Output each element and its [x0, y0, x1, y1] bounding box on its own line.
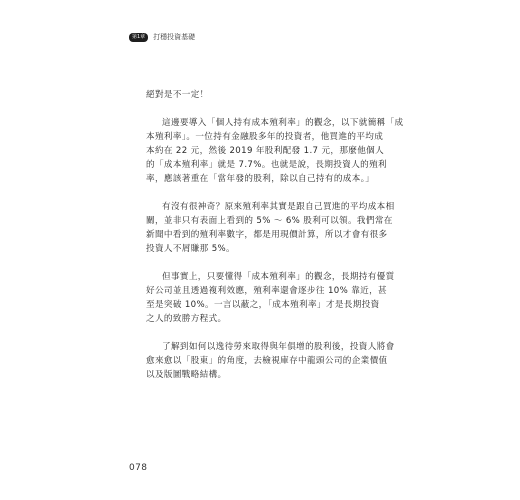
text-line: 本約在 22 元，然後 2019 年股利配發 1.7 元，那麼他個人: [146, 146, 385, 156]
text-line: 關，並非只有表面上看到的 5% ～ 6% 股利可以領。我們常在: [146, 216, 393, 226]
chapter-title: 打穩投資基礎: [153, 33, 196, 41]
text-line: 至是突破 10%。一言以蔽之，「成本殖利率」才是長期投資: [146, 300, 380, 310]
text-line: 有沒有很神奇？原來殖利率其實是跟自己買進的平均成本相: [162, 202, 395, 212]
text-line: 投資人不屑賺那 5%。: [146, 244, 235, 254]
text-line: 好公司並且透過複利效應，殖利率還會逐步往 10% 靠近，甚: [146, 286, 387, 296]
page-number: 078: [129, 463, 148, 473]
text-line: 愈來愈以「股東」的角度，去檢視庫存中龍頭公司的企業價值: [146, 356, 388, 366]
paragraph-4: [146, 270, 395, 326]
text-line: 以及版圖戰略結構。: [146, 370, 227, 380]
paragraph-5: [146, 340, 395, 382]
text-line: 了解到如何以逸待勞來取得與年俱增的股利後，投資人將會: [162, 342, 395, 352]
paragraph-3: [146, 200, 395, 256]
body-text: [146, 88, 404, 396]
paragraph-2: [146, 116, 404, 186]
text-line: 新聞中看到的殖利率數字，都是用現價計算，所以才會有很多: [146, 230, 388, 240]
text-line: 之人的致勝方程式。: [146, 314, 227, 324]
text-line: 的「成本殖利率」就是 7.7%。也就是說，長期投資人的殖利: [146, 160, 387, 170]
text-line: 率，應該著重在「當年發的股利，除以自己持有的成本。」: [146, 174, 375, 184]
text-line: 絕對是不一定！: [146, 90, 209, 100]
running-header: [129, 31, 195, 43]
paragraph-1: [146, 88, 378, 102]
text-line: 但事實上，只要懂得「成本殖利率」的觀念，長期持有優質: [162, 272, 395, 282]
chapter-badge: 第1章: [129, 33, 148, 42]
text-line: 本殖利率」。一位持有金融股多年的投資者，他買進的平均成: [146, 132, 384, 142]
text-line: 這邊要導入「個人持有成本殖利率」的觀念，以下就簡稱「成: [162, 118, 404, 128]
